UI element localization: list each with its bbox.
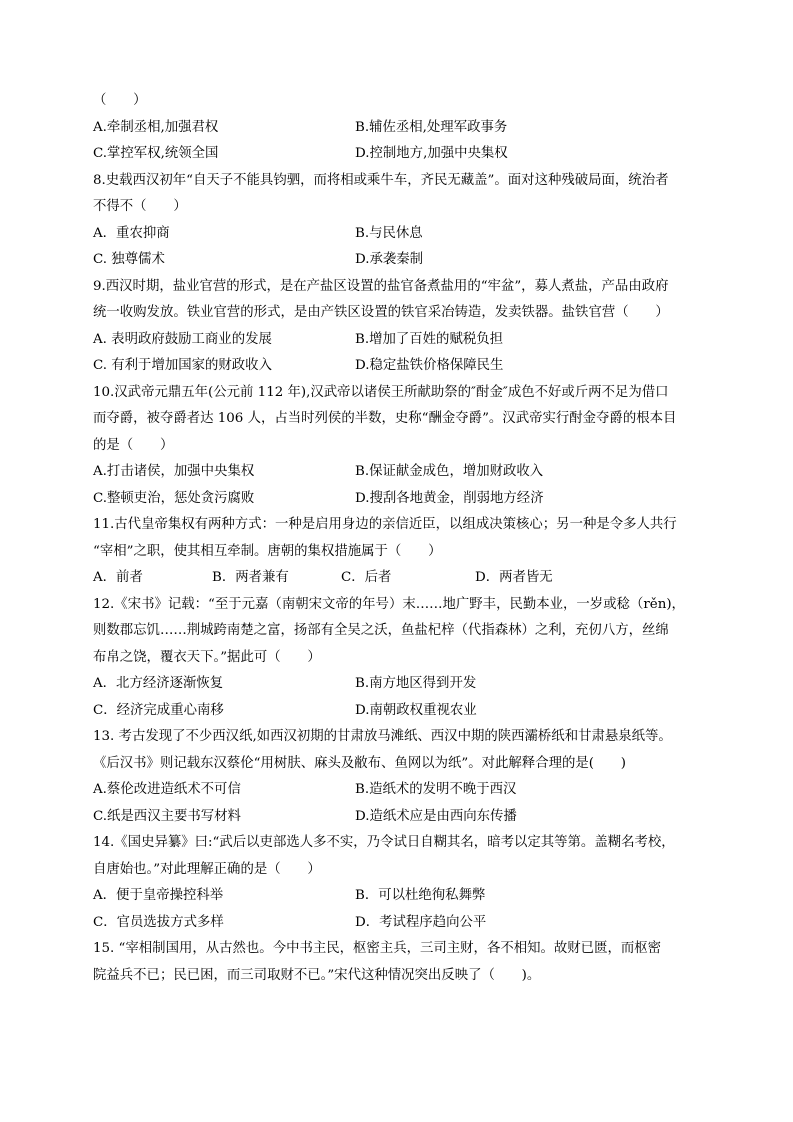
q13-stem-line-2: 《后汉书》则记载东汉蔡伦“用树肤、麻头及敝布、鱼网以为纸”。对此解释合理的是( ) <box>93 755 626 771</box>
q9-options-row-2 <box>93 357 713 384</box>
q13-options-row-1 <box>93 781 713 808</box>
q14-options-row-2 <box>93 914 713 941</box>
q10-option-d: D.搜刮各地黄金，削弱地方经济 <box>355 490 544 506</box>
q14-option-b: B．可以杜绝徇私舞弊 <box>355 888 486 903</box>
q7-option-a: A.牵制丞相,加强君权 <box>93 119 219 135</box>
q13-option-b: B.造纸术的发明不晚于西汉 <box>355 782 517 797</box>
q7-option-c: C.掌控军权,统领全国 <box>93 146 219 161</box>
q8-option-c: C. 独尊儒术 <box>93 252 165 267</box>
q14-stem-line-2: 自唐始也。”对此理解正确的是（ ） <box>93 861 321 877</box>
q9-option-d: D.稳定盐铁价格保障民生 <box>355 358 504 373</box>
q15-stem-line-1: 15. “宰相制国用，从古然也。今中书主民，枢密主兵，三司主财，各不相知。故财已匮，而枢密 <box>93 941 662 956</box>
q13-option-c: C.纸是西汉主要书写材料 <box>93 808 241 824</box>
q7-stem-tail: （ ） <box>93 93 147 108</box>
exam-page <box>93 92 713 993</box>
q10-options-row-1 <box>93 463 713 490</box>
q9-options-row-1 <box>93 331 713 358</box>
q11-option-b: B．两者兼有 <box>212 570 289 585</box>
q7-options-row-2 <box>93 145 713 172</box>
q7-options-row-1 <box>93 119 713 146</box>
q11-option-d: D．两者皆无 <box>475 570 553 585</box>
q10-option-c: C.整顿吏治，惩处贪污腐败 <box>93 490 255 506</box>
q9-option-c: C. 有利于增加国家的财政收入 <box>93 358 272 373</box>
q13-option-a: A.蔡伦改进造纸术不可信 <box>93 782 241 797</box>
q8-stem-line-1: 8.史载西汉初年“自天子不能具钧驷，而将相或乘牛车，齐民无藏盖”。面对这种残破局面，统治者 <box>93 172 669 188</box>
q14-options-row-1 <box>93 887 713 914</box>
q9-option-b: B.增加了百姓的赋税负担 <box>355 331 504 347</box>
q8-option-b: B.与民休息 <box>355 225 423 241</box>
q12-option-d: D.南朝政权重视农业 <box>355 702 477 718</box>
q11-options-row <box>93 569 713 596</box>
q7-option-b: B.辅佐丞相,处理军政事务 <box>355 119 508 135</box>
q10-stem-line-2: 而夺爵，被夺爵者达 106 人，占当时列侯的半数，史称“酬金夺爵”。汉武帝实行酎金夺爵的根本目 <box>93 411 677 426</box>
q14-stem-line-1: 14.《国史异纂》曰:“武后以吏部选人多不实，乃令试日自糊其名，暗考以定其等第。盖糊名考校， <box>93 835 675 850</box>
q11-option-a: A．前者 <box>93 570 143 585</box>
q13-option-d: D.造纸术应是由西向东传播 <box>355 808 517 824</box>
q14-option-a: A．便于皇帝操控科举 <box>93 888 224 903</box>
q9-stem-line-2: 统一收购发放。铁业官营的形式，是由产铁区设置的铁官采冶铸造，发卖铁器。盐铁官营（ ） <box>93 305 669 320</box>
q10-options-row-2 <box>93 490 713 517</box>
q10-stem-line-3: 的是（ ） <box>93 437 174 453</box>
q12-option-c: C．经济完成重心南移 <box>93 702 224 718</box>
q8-option-d: D.承袭秦制 <box>355 252 424 267</box>
q10-option-a: A.打击诸侯，加强中央集权 <box>93 464 255 479</box>
q14-option-d: D．考试程序趋向公平 <box>355 914 487 930</box>
q12-options-row-2 <box>93 702 713 729</box>
q10-stem-line-1: 10.汉武帝元鼎五年(公元前 112 年),汉武帝以诸侯王所献助祭的″酎金″成色不好或斤两不足为借口 <box>93 384 669 400</box>
q11-stem-line-2: “宰相”之职，使其相互牵制。唐朝的集权措施属于（ ） <box>93 543 442 559</box>
q11-stem-line-1: 11.古代皇帝集权有两种方式：一种是启用身边的亲信近臣，以组成决策核心；另一种是令多人共行 <box>93 517 677 532</box>
q9-stem-line-1: 9.西汉时期，盐业官营的形式，是在产盐区设置的盐官备煮盐用的“牢盆”，募人煮盐，产品由政府 <box>93 278 669 294</box>
q13-options-row-2 <box>93 808 713 835</box>
q12-stem-line-1: 12.《宋书》记载：“至于元嘉（南朝宋文帝的年号）末……地广野丰，民勤本业，一岁或稔（rěn)， <box>93 596 685 612</box>
q12-option-a: A．北方经济逐渐恢复 <box>93 676 224 691</box>
q13-stem-line-1: 13. 考古发现了不少西汉纸,如西汉初期的甘肃放马滩纸、西汉中期的陕西灞桥纸和甘肃悬泉纸等。 <box>93 729 672 744</box>
q12-stem-line-3: 布帛之饶，覆衣天下。”据此可（ ） <box>93 649 321 665</box>
q12-option-b: B.南方地区得到开发 <box>355 676 477 691</box>
q12-stem-line-2: 则数郡忘饥……荆城跨南楚之富，扬部有全吴之沃，鱼盐杞梓（代指森林）之利，充仞八方，丝绵 <box>93 623 669 638</box>
q7-option-d: D.控制地方,加强中央集权 <box>355 146 508 161</box>
q9-option-a: A. 表明政府鼓励工商业的发展 <box>93 331 272 347</box>
q14-option-c: C．官员选拔方式多样 <box>93 914 224 930</box>
q12-options-row-1 <box>93 675 713 702</box>
q11-option-c: C．后者 <box>341 570 392 585</box>
q10-option-b: B.保证献金成色，增加财政收入 <box>355 464 544 479</box>
q8-options-row-1 <box>93 225 713 252</box>
q8-stem-line-2: 不得不（ ） <box>93 199 187 214</box>
q8-option-a: A．重农抑商 <box>93 225 170 241</box>
q15-stem-line-2: 院益兵不已；民已困，而三司取财不已。”宋代这种情况突出反映了（ )。 <box>93 967 541 983</box>
q8-options-row-2 <box>93 251 713 278</box>
